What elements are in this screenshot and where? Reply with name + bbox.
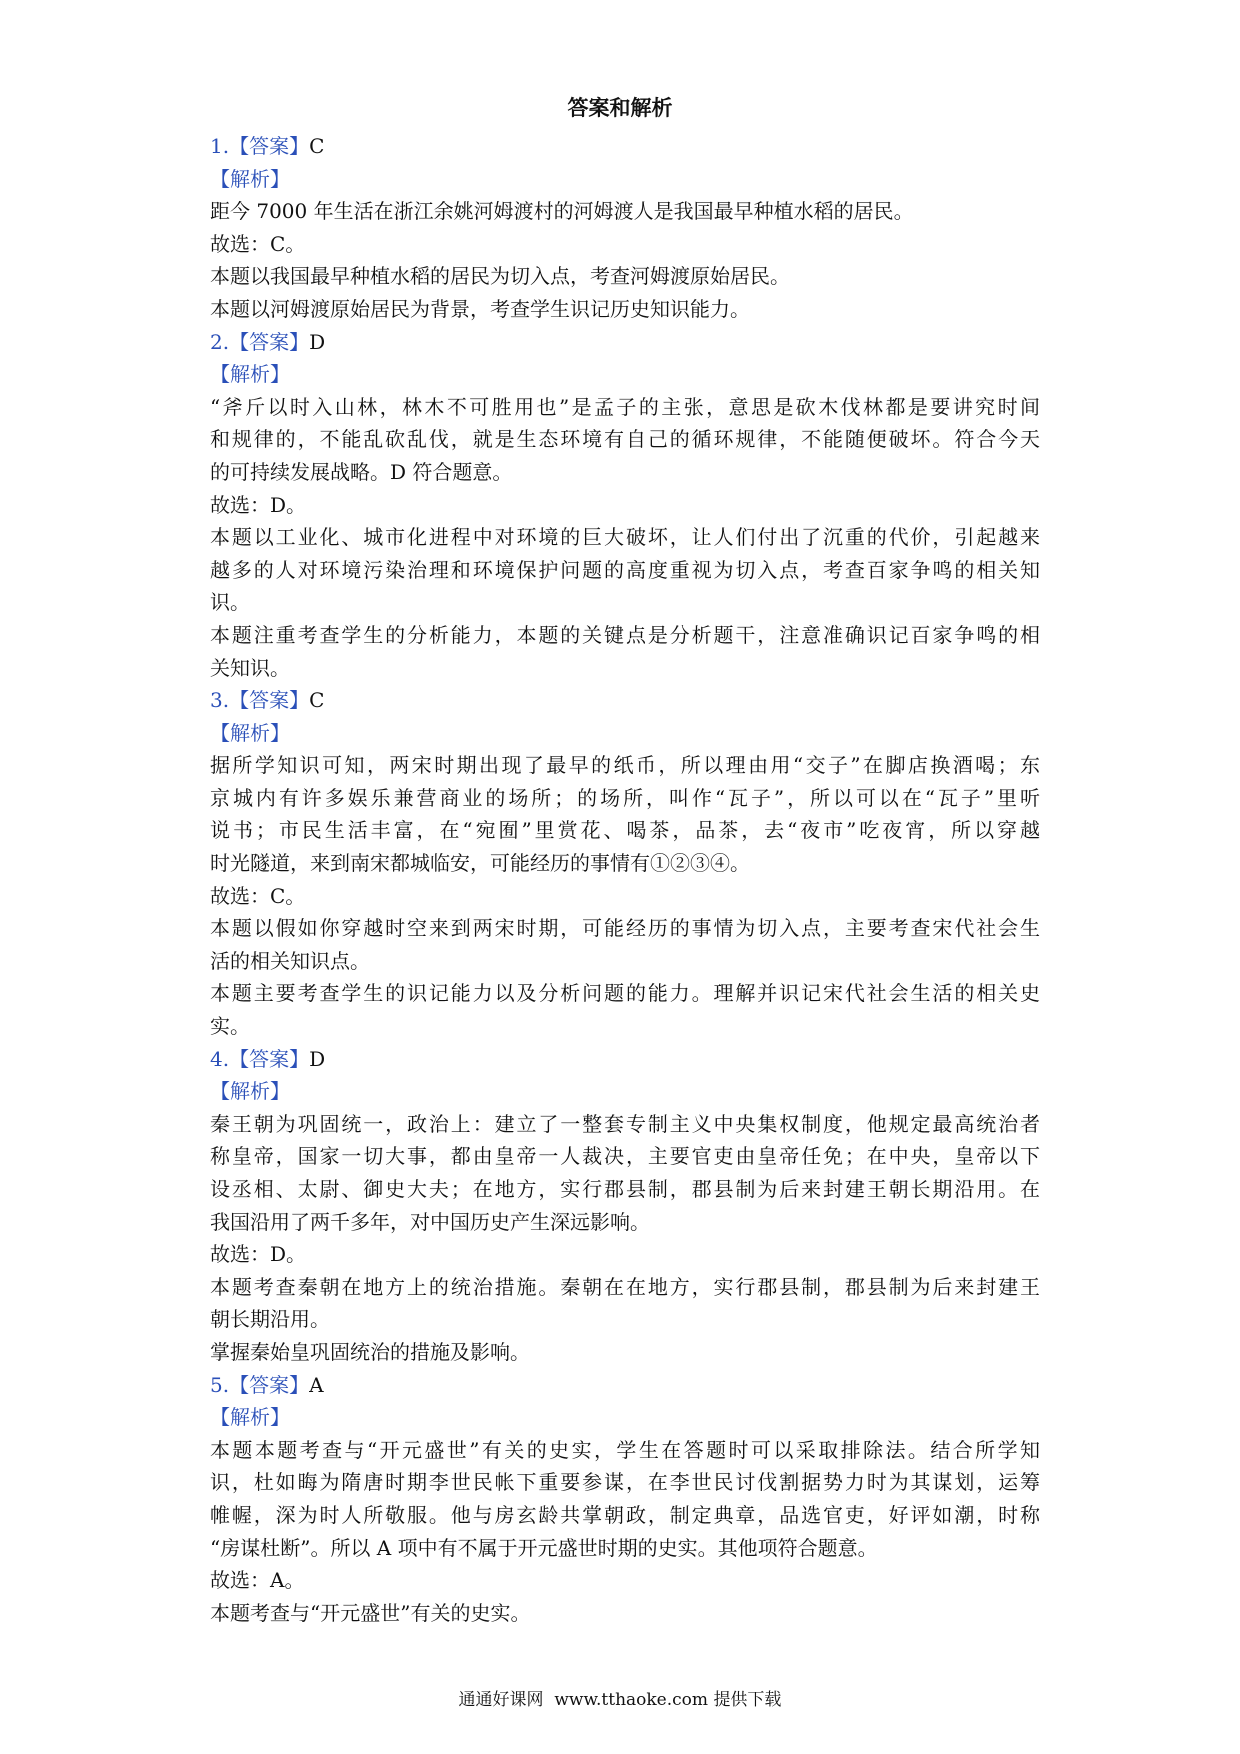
text-line: 故选：D。	[210, 1242, 307, 1267]
text-line: 越多的人对环境污染治理和环境保护问题的高度重视为切入点，考查百家争鸣的相关知	[210, 557, 1040, 582]
text-line: “房谋杜断”。所以 A 项中有不属于开元盛世时期的史实。其他项符合题意。	[210, 1535, 878, 1560]
answer-line	[210, 1369, 1040, 1402]
page-footer	[0, 1688, 1240, 1712]
analysis-label: 【解析】	[210, 1405, 290, 1430]
text-line: 故选：A。	[210, 1568, 305, 1593]
text-line: 识。	[210, 590, 250, 615]
text-line: 故选：C。	[210, 231, 306, 256]
answer-value: C	[309, 688, 325, 713]
text-line: 本题以河姆渡原始居民为背景，考查学生识记历史知识能力。	[210, 296, 750, 321]
text-line: 时光隧道，来到南宋都城临安，可能经历的事情有①②③④。	[210, 851, 750, 876]
answer-value: C	[309, 134, 325, 158]
analysis-label: 【解析】	[210, 1079, 290, 1104]
answer-content	[210, 130, 1040, 1629]
text-line: 本题注重考查学生的分析能力，本题的关键点是分析题干，注意准确识记百家争鸣的相	[210, 622, 1040, 647]
text-line: 本题以工业化、城市化进程中对环境的巨大破坏，让人们付出了沉重的代价，引起越来	[210, 525, 1040, 550]
analysis-label: 【解析】	[210, 166, 290, 191]
text-line: 说书；市民生活丰富，在“宛囿”里赏花、喝茶，品茶，去“夜市”吃夜宵，所以穿越	[210, 818, 1040, 843]
text-line: 我国沿用了两千多年，对中国历史产生深远影响。	[210, 1209, 650, 1234]
analysis-label: 【解析】	[210, 362, 290, 387]
question-number: 2.	[210, 329, 230, 354]
text-line: 本题本题考查与“开元盛世”有关的史实，学生在答题时可以采取排除法。结合所学知	[210, 1437, 1040, 1462]
text-line: 和规律的，不能乱砍乱伐，就是生态环境有自己的循环规律，不能随便破坏。符合今天	[210, 427, 1040, 452]
answer-tag: 【答案】	[229, 1372, 310, 1397]
answer-line	[210, 684, 1040, 717]
text-line: 故选：C。	[210, 883, 306, 908]
text-line: 本题以我国最早种植水稻的居民为切入点，考查河姆渡原始居民。	[210, 264, 790, 289]
text-line: 朝长期沿用。	[210, 1307, 330, 1332]
text-line: 关知识。	[210, 655, 290, 680]
text-line: 本题考查秦朝在地方上的统治措施。秦朝在在地方，实行郡县制，郡县制为后来封建王	[210, 1274, 1040, 1299]
answer-line	[210, 130, 1040, 163]
text-line: 称皇帝，国家一切大事，都由皇帝一人裁决，主要官吏由皇帝任免；在中央，皇帝以下	[210, 1144, 1040, 1169]
text-line: “斧斤以时入山林，林木不可胜用也”是孟子的主张，意思是砍木伐林都是要讲究时间	[210, 394, 1040, 419]
answer-value: D	[309, 329, 326, 354]
question-number: 3.	[210, 688, 230, 713]
question-number: 1.	[210, 134, 230, 158]
answer-tag: 【答案】	[229, 329, 310, 354]
text-line: 识，杜如晦为隋唐时期李世民帐下重要参谋，在李世民讨伐割据势力时为其谋划，运筹	[210, 1470, 1040, 1495]
text-line: 秦王朝为巩固统一，政治上：建立了一整套专制主义中央集权制度，他规定最高统治者	[210, 1111, 1040, 1136]
question-number: 4.	[210, 1046, 230, 1071]
text-line: 本题主要考查学生的识记能力以及分析问题的能力。理解并识记宋代社会生活的相关史	[210, 981, 1040, 1006]
text-line: 实。	[210, 1014, 250, 1039]
text-line: 本题以假如你穿越时空来到两宋时期，可能经历的事情为切入点，主要考查宋代社会生	[210, 916, 1040, 941]
answer-tag: 【答案】	[229, 1046, 310, 1071]
footer-url[interactable]: www.tthaoke.com	[554, 1690, 709, 1710]
page-title: 答案和解析	[567, 95, 673, 120]
answer-value: A	[309, 1372, 324, 1397]
answer-value: D	[309, 1046, 326, 1071]
footer-site-name: 通通好课网	[458, 1690, 544, 1710]
text-line: 掌握秦始皇巩固统治的措施及影响。	[210, 1339, 530, 1364]
answer-line	[210, 1043, 1040, 1076]
analysis-label: 【解析】	[210, 720, 290, 745]
answer-line	[210, 326, 1040, 359]
answer-tag: 【答案】	[229, 134, 310, 158]
footer-download-text: 提供下载	[713, 1690, 782, 1710]
text-line: 设丞相、太尉、御史大夫；在地方，实行郡县制，郡县制为后来封建王朝长期沿用。在	[210, 1177, 1040, 1201]
text-line: 故选：D。	[210, 492, 307, 517]
text-line: 距今 7000 年生活在浙江余姚河姆渡村的河姆渡人是我国最早种植水稻的居民。	[210, 199, 914, 224]
text-line: 本题考查与“开元盛世”有关的史实。	[210, 1600, 531, 1625]
text-line: 京城内有许多娱乐兼营商业的场所；的场所，叫作“瓦子”，所以可以在“瓦子”里听	[210, 785, 1040, 810]
text-line: 据所学知识可知，两宋时期出现了最早的纸币，所以理由用“交子”在脚店换酒喝；东	[210, 753, 1040, 778]
question-number: 5.	[210, 1372, 230, 1397]
text-line: 的可持续发展战略。D 符合题意。	[210, 459, 513, 484]
text-line: 活的相关知识点。	[210, 948, 370, 973]
text-line: 帷幄，深为时人所敬服。他与房玄龄共掌朝政，制定典章，品选官吏，好评如潮，时称	[210, 1502, 1040, 1527]
answer-tag: 【答案】	[229, 688, 310, 713]
